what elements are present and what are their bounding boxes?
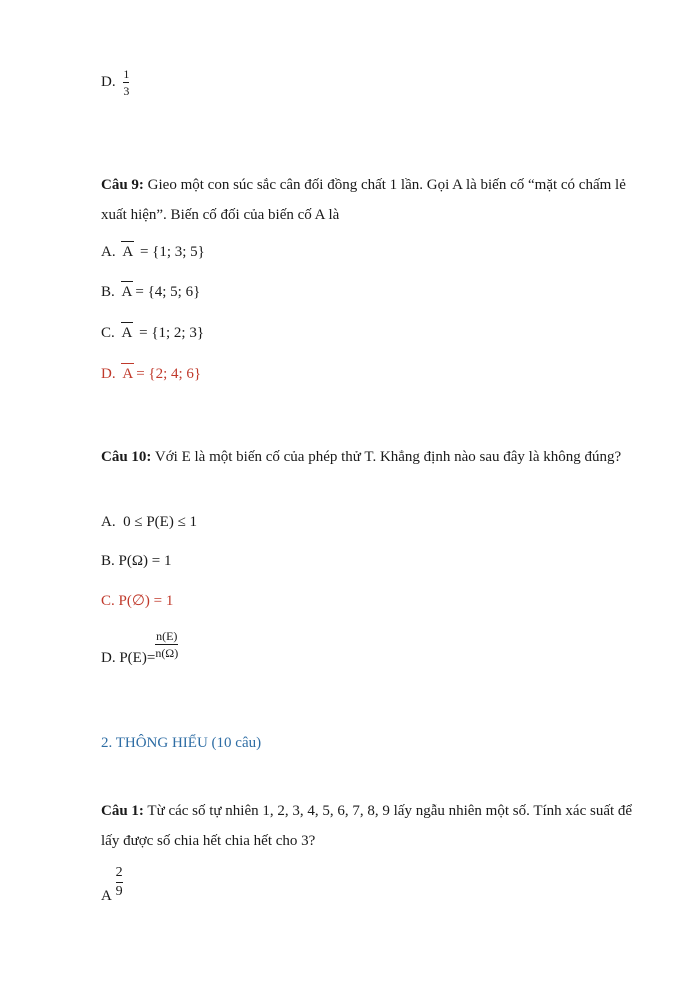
option-letter: D. xyxy=(101,649,116,666)
q9-option-c xyxy=(101,323,204,342)
option-value: 0 ≤ P(E) ≤ 1 xyxy=(123,514,198,530)
fraction-numerator: n(E) xyxy=(156,629,178,643)
fraction xyxy=(155,630,178,659)
section-heading: 2. THÔNG HIỂU (10 câu) xyxy=(101,735,262,751)
option-letter: B. xyxy=(101,284,115,300)
option-d-top xyxy=(101,68,129,97)
fraction-denominator: 3 xyxy=(123,84,130,98)
fraction-numerator: 2 xyxy=(115,865,123,880)
q10-option-a xyxy=(101,514,197,531)
q10-option-b xyxy=(101,553,171,570)
option-letter: D. xyxy=(101,366,116,382)
question-label: Câu 10: xyxy=(101,449,152,465)
option-letter: C. xyxy=(101,325,115,341)
complement-symbol: A xyxy=(122,366,134,382)
q9-option-b xyxy=(101,282,200,301)
option-value: = {2; 4; 6} xyxy=(136,366,202,382)
fraction-denominator: 9 xyxy=(115,884,123,899)
q1-option-a xyxy=(101,866,123,905)
fraction xyxy=(123,68,129,97)
option-letter: C. xyxy=(101,593,115,609)
q9-option-d-answer xyxy=(101,364,201,383)
option-value: = {1; 3; 5} xyxy=(139,244,205,260)
question-label: Câu 9: xyxy=(101,177,144,193)
complement-symbol: A xyxy=(121,325,133,341)
question-9 xyxy=(101,170,641,230)
option-value: = {4; 5; 6} xyxy=(135,284,201,300)
complement-symbol: A xyxy=(122,244,134,260)
option-letter: A. xyxy=(101,244,116,260)
option-letter: B. xyxy=(101,553,115,569)
option-value: = {1; 2; 3} xyxy=(139,325,205,341)
complement-symbol: A xyxy=(121,284,133,300)
fraction-denominator: n(Ω) xyxy=(155,646,179,660)
fraction xyxy=(116,866,123,899)
q10-option-c-answer xyxy=(101,591,173,610)
question-text: Gieo một con súc sắc cân đối đồng chất 1 lần. Gọi A là biến cố “mặt có chấm lẻ xuất hiện”. Biến cố đối của biến cố A là xyxy=(101,177,626,223)
option-letter: D. xyxy=(101,73,116,90)
q10-option-d xyxy=(101,630,178,667)
option-value: P(E)= xyxy=(119,649,156,666)
question-10 xyxy=(101,442,641,472)
question-1 xyxy=(101,796,641,856)
option-value: P(Ω) = 1 xyxy=(118,553,172,569)
option-value: P(∅) = 1 xyxy=(118,593,174,609)
option-letter: A. xyxy=(101,514,116,530)
fraction-numerator: 1 xyxy=(123,67,130,81)
q9-option-a xyxy=(101,242,205,261)
question-text: Với E là một biến cố của phép thử T. Khẳng định nào sau đây là không đúng? xyxy=(151,449,622,465)
question-label: Câu 1: xyxy=(101,803,144,819)
question-text: Từ các số tự nhiên 1, 2, 3, 4, 5, 6, 7, 8, 9 lấy ngẫu nhiên một số. Tính xác suất để lấy được số chia hết chia hết cho 3? xyxy=(101,803,633,849)
option-letter: A xyxy=(101,887,112,904)
